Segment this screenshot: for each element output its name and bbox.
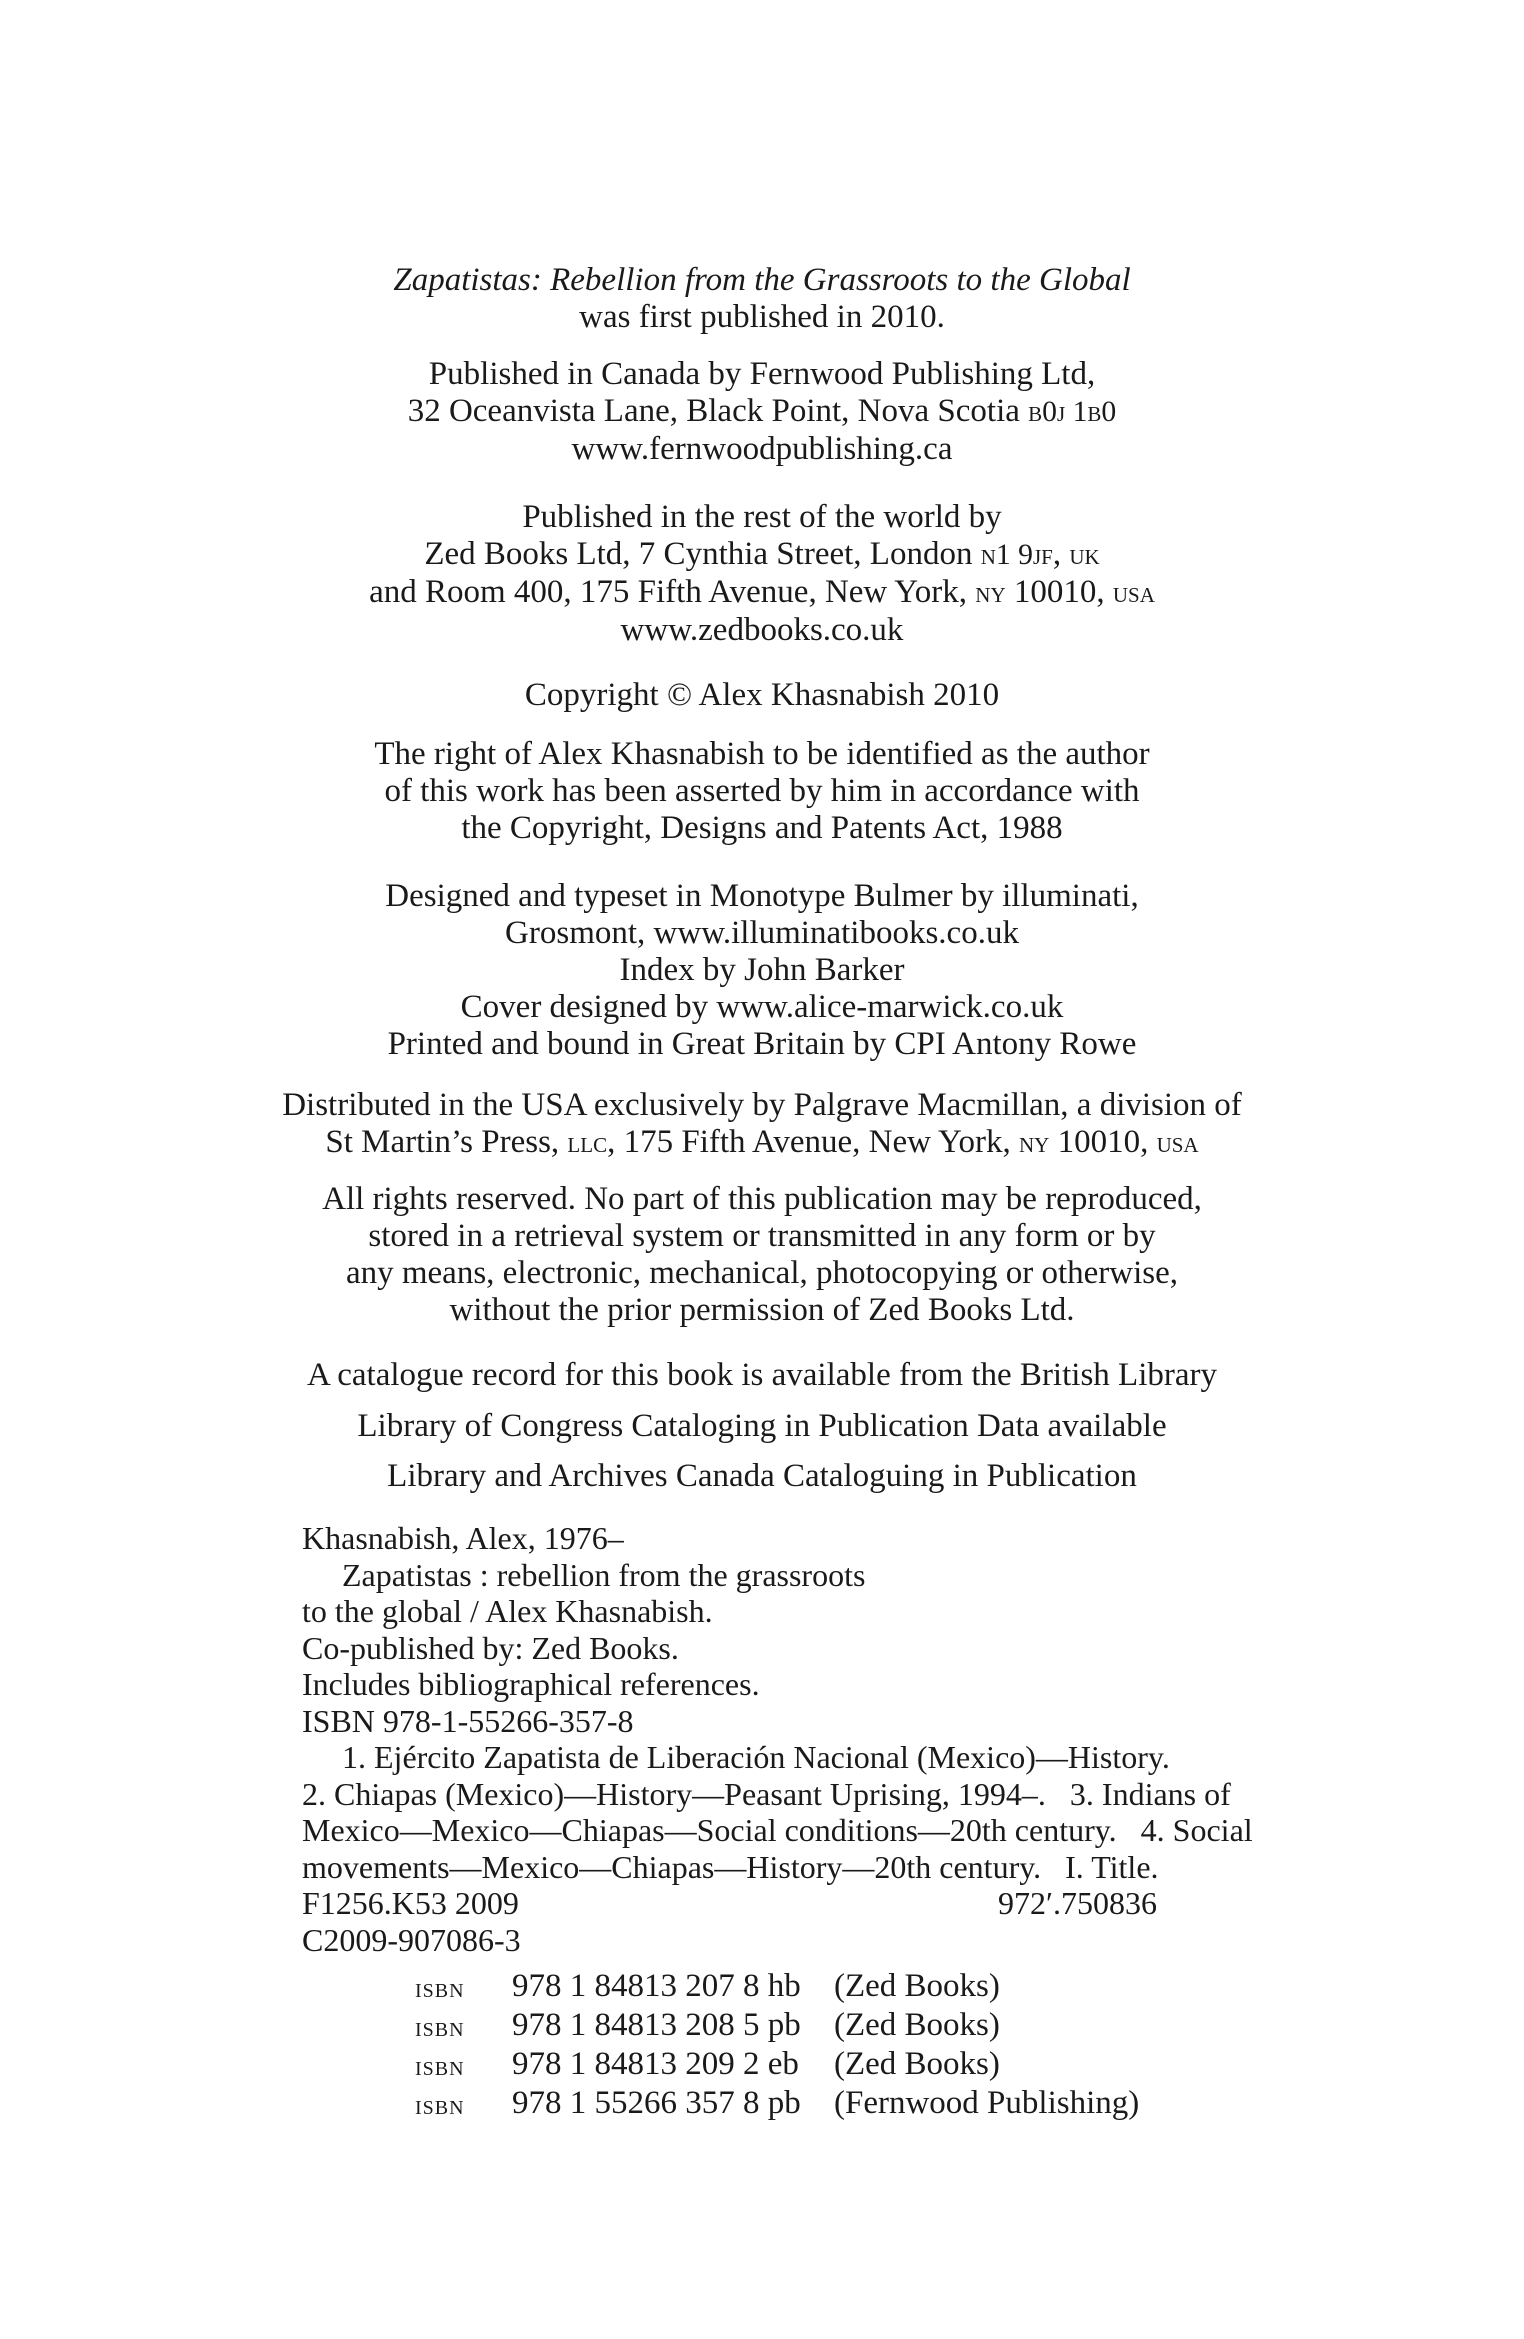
cip-isbn: ISBN 978-1-55266-357-8 [302, 1702, 634, 1739]
isbn-row [415, 2046, 1139, 2085]
moral-rights-line-3: the Copyright, Designs and Patents Act, 1988 [461, 810, 1063, 846]
typeset-line: Designed and typeset in Monotype Bulmer by illuminati, [385, 878, 1139, 914]
zed-ny-state: ny [975, 577, 1006, 609]
canada-publisher-block [0, 356, 1524, 468]
zed-ny-zip: 10010, [1005, 574, 1113, 610]
all-rights-block [0, 1181, 1524, 1329]
book-title: Zapatistas: Rebellion from the Grassroots to the Global [393, 262, 1131, 298]
isbn-row [415, 2085, 1139, 2124]
isbn-list [415, 1968, 1139, 2124]
illuminati-line: Grosmont, www.illuminatibooks.co.uk [505, 915, 1019, 951]
credits-block [0, 878, 1524, 1063]
zed-london-country: uk [1069, 539, 1100, 571]
distribution-llc: llc [567, 1127, 608, 1159]
all-rights-line-1: All rights reserved. No part of this publication may be reproduced, [322, 1181, 1202, 1217]
british-library-block [0, 1357, 1524, 1394]
all-rights-line-2: stored in a retrieval system or transmitted in any form or by [368, 1218, 1156, 1254]
zed-london-address [0, 536, 1524, 574]
isbn-row [415, 2007, 1139, 2046]
isbn-label: isbn [415, 2089, 465, 2121]
distribution-street: , 175 Fifth Avenue, New York, [607, 1124, 1011, 1160]
distribution-country: usa [1156, 1127, 1199, 1159]
isbn-publisher: (Zed Books) [834, 1968, 1000, 2004]
isbn-number: 978 1 84813 207 8 hb [512, 1968, 801, 2004]
zed-url: www.zedbooks.co.uk [620, 612, 904, 648]
isbn-number: 978 1 55266 357 8 pb [512, 2085, 801, 2121]
isbn-publisher: (Zed Books) [834, 2007, 1000, 2043]
moral-rights-block [0, 736, 1524, 847]
zed-london-postcode: n1 9jf [980, 539, 1053, 571]
cip-subject-4: movements—Mexico—Chiapas—History—20th century. I. Title. [302, 1848, 1159, 1885]
isbn-publisher: (Fernwood Publishing) [834, 2085, 1140, 2121]
congress-line: Library of Congress Cataloging in Publication Data available [357, 1408, 1167, 1444]
isbn-label: isbn [415, 1972, 465, 2004]
printed-line: Printed and bound in Great Britain by CPI Antony Rowe [387, 1026, 1137, 1062]
first-published-line: was first published in 2010. [579, 299, 945, 335]
isbn-label: isbn [415, 2050, 465, 2082]
cip-classification [302, 1885, 1157, 1922]
distribution-press: St Martin’s Press, [325, 1124, 560, 1160]
zed-london-street: Zed Books Ltd, 7 Cynthia Street, London [424, 536, 973, 572]
all-rights-line-3: any means, electronic, mechanical, photocopying or otherwise, [345, 1255, 1179, 1291]
cip-bibliography: Includes bibliographical references. [302, 1666, 760, 1702]
fernwood-url: www.fernwoodpublishing.ca [571, 431, 953, 467]
distribution-block [0, 1087, 1524, 1162]
cip-title-1: Zapatistas : rebellion from the grassroots [342, 1556, 866, 1593]
canada-postcode: b0j 1b0 [1028, 396, 1117, 428]
canada-address: 32 Oceanvista Lane, Black Point, Nova Scotia [407, 393, 1020, 429]
distribution-state: ny [1018, 1127, 1050, 1159]
canada-cip-heading: Library and Archives Canada Cataloguing in Publication [387, 1458, 1137, 1494]
copyright-line: Copyright © Alex Khasnabish 2010 [524, 677, 1000, 713]
cip-title-2: to the global / Alex Khasnabish. [302, 1593, 713, 1629]
cip-record [302, 1520, 1282, 1958]
cover-line: Cover designed by www.alice-marwick.co.uk [460, 989, 1064, 1025]
zed-ny-street: and Room 400, 175 Fifth Avenue, New York, [369, 574, 968, 610]
canada-publisher-line: Published in Canada by Fernwood Publishing Ltd, [428, 356, 1096, 392]
cip-control-number: C2009-907086-3 [302, 1921, 521, 1958]
distribution-zip: 10010, [1049, 1124, 1157, 1160]
cip-class-lc: F1256.K53 2009 [302, 1885, 519, 1921]
isbn-row [415, 1968, 1139, 2007]
cip-subject-2: 2. Chiapas (Mexico)—History—Peasant Uprising, 1994–. 3. Indians of [302, 1775, 1231, 1812]
cip-subject-3: Mexico—Mexico—Chiapas—Social conditions—20th century. 4. Social [302, 1812, 1253, 1848]
distribution-line-1: Distributed in the USA exclusively by Palgrave Macmillan, a division of [282, 1087, 1242, 1123]
cip-subject-1: 1. Ejército Zapatista de Liberación Nacional (Mexico)—History. [342, 1739, 1170, 1775]
british-library-line: A catalogue record for this book is available from the British Library [307, 1357, 1217, 1393]
congress-block [0, 1408, 1524, 1445]
cip-author: Khasnabish, Alex, 1976– [302, 1520, 624, 1556]
isbn-number: 978 1 84813 209 2 eb [512, 2046, 799, 2082]
moral-rights-line-1: The right of Alex Khasnabish to be identified as the author [374, 736, 1150, 772]
zed-london-sep: , [1052, 536, 1070, 572]
isbn-publisher: (Zed Books) [834, 2046, 1000, 2082]
zed-ny-country: usa [1112, 577, 1155, 609]
world-publisher-line: Published in the rest of the world by [522, 499, 1002, 535]
canada-address-line [0, 393, 1524, 431]
distribution-line-2 [0, 1124, 1524, 1162]
first-published-block [0, 262, 1524, 336]
index-line: Index by John Barker [619, 952, 905, 988]
all-rights-line-4: without the prior permission of Zed Books Ltd. [449, 1292, 1075, 1328]
isbn-number: 978 1 84813 208 5 pb [512, 2007, 801, 2043]
canada-cip-block [0, 1458, 1524, 1495]
world-publisher-block [0, 499, 1524, 649]
copyright-block [0, 677, 1524, 714]
zed-ny-address [0, 574, 1524, 612]
moral-rights-line-2: of this work has been asserted by him in accordance with [384, 773, 1140, 809]
cip-copublished: Co-published by: Zed Books. [302, 1629, 679, 1666]
isbn-label: isbn [415, 2011, 465, 2043]
cip-class-dewey: 972′.750836 [998, 1885, 1157, 1921]
